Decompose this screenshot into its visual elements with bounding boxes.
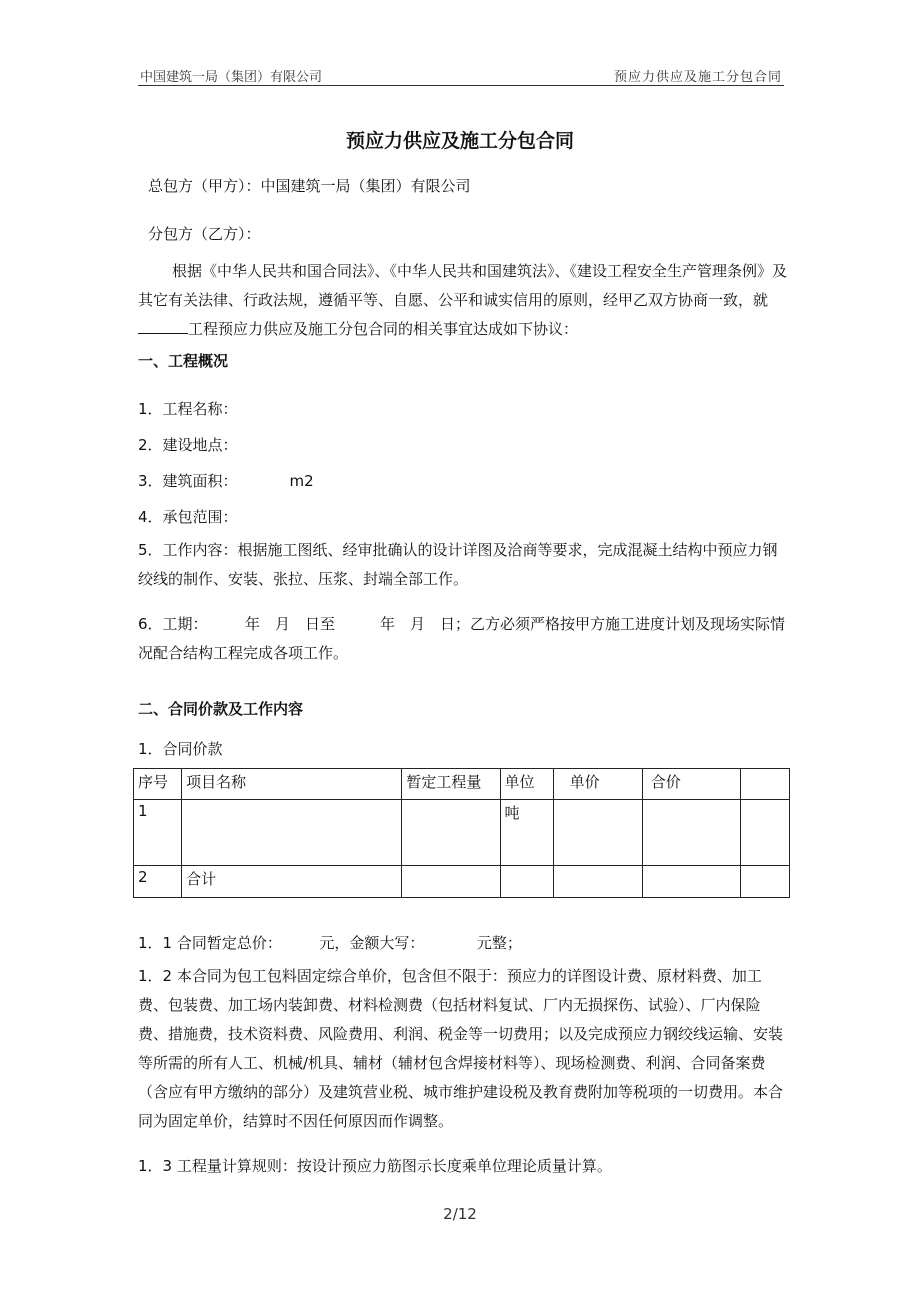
table-cell [553, 866, 642, 898]
item-work: 5．工作内容：根据施工图纸、经审批确认的设计详图及洽商等要求，完成混凝土结构中预应力钢绞线的制作、安装、张拉、压浆、封端全部工作。 [138, 541, 778, 588]
item-location: 2．建设地点： [138, 436, 238, 454]
table-cell: 2 [134, 866, 182, 898]
project-name-blank [138, 319, 188, 334]
item-scope: 4．承包范围： [138, 508, 238, 526]
item-area-label: 3．建筑面积： [138, 472, 238, 490]
table-cell [642, 866, 740, 898]
document-title: 预应力供应及施工分包合同 [345, 130, 574, 152]
section2-heading: 二、合同价款及工作内容 [138, 700, 304, 718]
section1-heading: 一、工程概况 [138, 352, 229, 370]
table-header-row [134, 769, 790, 800]
intro-text-2: 工程预应力供应及施工分包合同的相关事宜达成如下协议： [188, 320, 579, 338]
table-header-cell: 项目名称 [182, 769, 402, 800]
table-header-cell [740, 769, 789, 800]
clause-1-1: 1．1 合同暂定总价： 元，金额大写： 元整； [138, 934, 522, 952]
table-header-cell: 暂定工程量 [402, 769, 500, 800]
price-table [133, 768, 790, 898]
header-divider [138, 85, 784, 86]
party-a: 总包方（甲方）：中国建筑一局（集团）有限公司 [148, 177, 471, 195]
clause-1-2: 1．2 本合同为包工包料固定综合单价，包含但不限于：预应力的详图设计费、原材料费、加工费、包装费、加工场内装卸费、材料检测费（包括材料复试、厂内无损探伤、试验）、厂内保险费、措施费，技术资料费、风险费用、利润、税金等一切费用；以及完成预应力钢绞线运输、安装等所需的所有人工、机械/机具、辅材（辅材包含焊接材料等）、现场检测费、利润、合同备案费（含应有甲方缴纳的部分）及建筑营业税、城市维护建设税及教育费附加等税项的一切费用。本合同为固定单价，结算时不因任何原因而作调整。 [138, 967, 784, 1130]
table-header-cell: 单价 [553, 769, 642, 800]
table-cell [740, 866, 789, 898]
table-cell [642, 800, 740, 866]
table-cell [182, 800, 402, 866]
table-cell [553, 800, 642, 866]
intro-text-1: 根据《中华人民共和国合同法》、《中华人民共和国建筑法》、《建设工程安全生产管理条例》及其它有关法律、行政法规，遵循平等、自愿、公平和诚实信用的原则，经甲乙双方协商一致，就 [138, 262, 788, 309]
table-cell [402, 800, 500, 866]
header-company: 中国建筑一局（集团）有限公司 [140, 70, 323, 85]
table-row [134, 800, 790, 866]
table-cell: 吨 [500, 800, 553, 866]
clause-1-3: 1．3 工程量计算规则：按设计预应力筋图示长度乘单位理论质量计算。 [138, 1157, 612, 1175]
contract-price-subheading: 1．合同价款 [138, 740, 223, 758]
table-cell [740, 800, 789, 866]
table-cell [402, 866, 500, 898]
table-header-cell: 单位 [500, 769, 553, 800]
intro-paragraph [138, 257, 788, 344]
party-b: 分包方（乙方）： [148, 225, 261, 243]
table-header-cell: 合价 [642, 769, 740, 800]
item-area [138, 470, 314, 491]
table-cell: 1 [134, 800, 182, 866]
table-row [134, 866, 790, 898]
item-area-unit: m2 [289, 472, 314, 490]
table-header-cell: 序号 [134, 769, 182, 800]
item-period: 6．工期： 年 月 日至 年 月 日；乙方必须严格按甲方施工进度计划及现场实际情况配合结构工程完成各项工作。 [138, 615, 786, 662]
header-doc-title: 预应力供应及施工分包合同 [613, 70, 782, 85]
page-header [138, 66, 784, 86]
page-number: 2/12 [443, 1205, 477, 1223]
table-cell [500, 866, 553, 898]
table-cell: 合计 [182, 866, 402, 898]
item-project-name: 1．工程名称： [138, 400, 238, 418]
